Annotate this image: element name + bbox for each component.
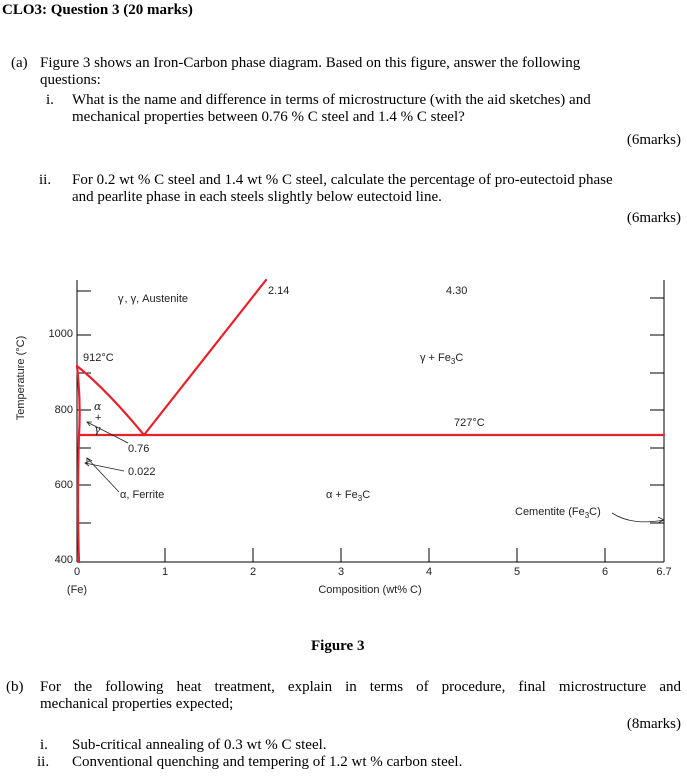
part-a-text-line2: questions: <box>40 72 101 88</box>
x-tick-6-7: 6.7 <box>656 566 672 578</box>
y-tick-800: 800 <box>54 404 73 416</box>
question-ii-line1: For 0.2 wt % C steel and 1.4 wt % C steel, calculate the percentage of pro-eutectoid phase <box>72 172 613 188</box>
part-b-item-i-text: Sub-critical annealing of 0.3 wt % C steel. <box>72 737 327 753</box>
question-i-line1: What is the name and difference in terms of microstructure (with the aid sketches) and <box>72 92 591 108</box>
y-tick-1000: 1000 <box>48 328 73 340</box>
y-tick-400: 400 <box>54 554 73 566</box>
x-tick-0: 0 <box>73 566 81 578</box>
part-b-line2: mechanical properties expected; <box>40 696 234 712</box>
gamma-fe3c-label: $\gamma + Fe_3C$ <box>420 352 464 366</box>
question-i-marks: (6marks) <box>626 132 681 148</box>
cementite-label: Cementite $(Fe_3C)$ <box>515 506 601 520</box>
part-b-item-ii-text: Conventional quenching and tempering of 1.2 wt % carbon steel. <box>72 754 463 770</box>
question-ii-marks: (6marks) <box>626 210 681 226</box>
carbon-2-14-label: 2.14 <box>268 285 290 297</box>
part-b-line1: For the following heat treatment, explain in terms of procedure, final microstructure and <box>40 679 681 695</box>
question-heading: CLO3: Question 3 (20 marks) <box>2 2 193 18</box>
iron-carbon-phase-diagram <box>0 258 687 603</box>
austenite-label: γ, γ, Austenite <box>118 293 189 305</box>
x-tick-5: 5 <box>513 566 521 578</box>
question-ii-line2: and pearlite phase in each steels slightly below eutectoid line. <box>72 189 442 205</box>
plus-label: + <box>95 412 102 424</box>
part-b-marks: (8marks) <box>626 716 681 732</box>
temp-912-label: 912°C <box>83 352 114 364</box>
ferrite-solvus <box>78 435 79 562</box>
figure-caption: Figure 3 <box>311 638 365 654</box>
question-i-numeral: i. <box>46 92 54 108</box>
x-tick-6: 6 <box>601 566 609 578</box>
y-tick-600: 600 <box>54 479 73 491</box>
part-b-label: (b) <box>6 679 24 695</box>
carbon-0-76-label: 0.76 <box>128 443 150 455</box>
question-i-line2: mechanical properties between 0.76 % C steel and 1.4 % C steel? <box>72 109 465 125</box>
a3-curve <box>77 366 144 435</box>
alpha-label: α <box>94 400 102 413</box>
temp-727-label: 727°C <box>454 417 485 429</box>
alpha-fe3c-label: $\alpha + Fe_3C$ <box>326 489 371 503</box>
x-axis-label: Composition (wt% C) <box>318 584 422 596</box>
y-axis-label: Temperature (°C) <box>15 335 27 421</box>
carbon-0-022-label: 0.022 <box>128 466 156 478</box>
question-ii-numeral: ii. <box>39 172 52 188</box>
axes <box>77 280 664 562</box>
x-tick-3: 3 <box>337 566 345 578</box>
x-tick-1: 1 <box>161 566 169 578</box>
phase-boundaries <box>77 280 664 562</box>
part-b-item-i-numeral: i. <box>40 737 48 753</box>
x-tick-4: 4 <box>425 566 433 578</box>
fe-label: (Fe) <box>66 584 88 596</box>
gamma-label: γ <box>94 423 101 436</box>
carbon-4-30-label: 4.30 <box>446 285 468 297</box>
part-a-text-line1: Figure 3 shows an Iron-Carbon phase diagram. Based on this figure, answer the following <box>40 55 581 71</box>
part-a-label: (a) <box>11 55 28 71</box>
x-tick-2: 2 <box>249 566 257 578</box>
part-b-item-ii-numeral: ii. <box>37 754 50 770</box>
ferrite-label: α, Ferrite <box>120 489 165 501</box>
